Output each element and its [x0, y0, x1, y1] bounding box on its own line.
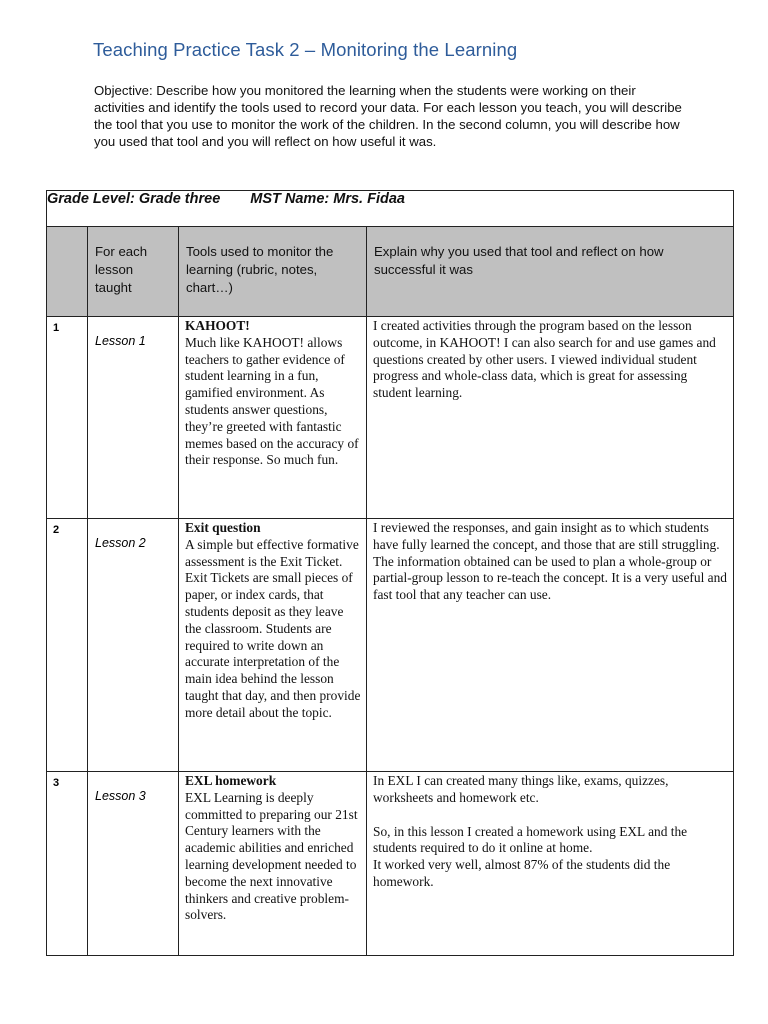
- table-row: [47, 317, 734, 519]
- tool-text: Much like KAHOOT! allows teachers to gather evidence of student learning in a fun, gamified environment. As students answer questions, they’re greeted with fantastic memes based on the accuracy of their response. So much fun.: [185, 334, 359, 468]
- mst-name: MST Name: Mrs. Fidaa: [250, 191, 405, 207]
- page-title: Teaching Practice Task 2 – Monitoring the Learning: [93, 39, 518, 60]
- explain-text: So, in this lesson I created a homework using EXL and the students required to do it online at home.: [373, 823, 688, 856]
- explain-text: In EXL I can created many things like, exams, quizzes, worksheets and homework etc.: [373, 773, 669, 805]
- header-lesson: For each lesson taught: [95, 244, 148, 295]
- tool-cell: [179, 772, 367, 956]
- explain-cell: [367, 519, 734, 772]
- header-explain: Explain why you used that tool and reflect on how successful it was: [374, 244, 664, 277]
- explain-text: I reviewed the responses, and gain insight as to which students have fully learned the concept, and those that are still struggling. The information obtained can be used to plan a whole-group or partial-group lesson to re-teach the concept. It is a very useful and fast tool that any teacher can use.: [373, 520, 727, 603]
- tool-cell: [179, 317, 367, 519]
- explain-text: I created activities through the program based on the lesson outcome, in KAHOOT! I can also search for and use games and questions created by other users. I viewed individual student progress and whole-class data, which is great for assessing student learning.: [373, 318, 716, 401]
- header-tools-cell: [179, 227, 367, 317]
- grade-row: [47, 191, 734, 227]
- row-number: 2: [47, 519, 88, 772]
- header-row: [47, 227, 734, 317]
- explain-cell: [367, 772, 734, 956]
- objective-paragraph: Objective: Describe how you monitored the learning when the students were working on their activities and identify the tools used to record your data. For each lesson you teach, you will describe the tool that you use to monitor the work of the children. In the second column, you will describe how you used that tool and you will reflect on how useful it was.: [94, 83, 682, 149]
- row-number: 3: [47, 772, 88, 956]
- tool-title: KAHOOT!: [185, 318, 250, 333]
- tool-text: EXL Learning is deeply committed to preparing our 21st Century learners with the academic abilities and enriched learning development needed to become the next innovative thinkers and creative problem-solvers.: [185, 789, 358, 923]
- tool-text: A simple but effective formative assessment is the Exit Ticket. Exit Tickets are small pieces of paper, or index cards, that students deposit as they leave the classroom. Students are required to write down an accurate interpretation of the main idea behind the lesson taught that day, and then provide more detail about the topic.: [185, 536, 361, 720]
- header-tools: Tools used to monitor the learning (rubric, notes, chart…): [186, 244, 334, 295]
- lesson-label: Lesson 1: [88, 317, 179, 519]
- row-number: 1: [47, 317, 88, 519]
- lesson-label: Lesson 2: [88, 519, 179, 772]
- grade-cell: [47, 191, 734, 227]
- header-explain-cell: [367, 227, 734, 317]
- tool-title: Exit question: [185, 520, 261, 535]
- header-lesson-cell: [88, 227, 179, 317]
- tool-title: EXL homework: [185, 773, 277, 788]
- explain-text: It worked very well, almost 87% of the students did the homework.: [373, 857, 671, 889]
- lesson-label: Lesson 3: [88, 772, 179, 956]
- header-num-cell: [47, 227, 88, 317]
- tool-cell: [179, 519, 367, 772]
- table-row: [47, 519, 734, 772]
- monitoring-table: [46, 190, 734, 956]
- grade-level: Grade Level: Grade three: [47, 191, 221, 207]
- table-row: [47, 772, 734, 956]
- explain-cell: [367, 317, 734, 519]
